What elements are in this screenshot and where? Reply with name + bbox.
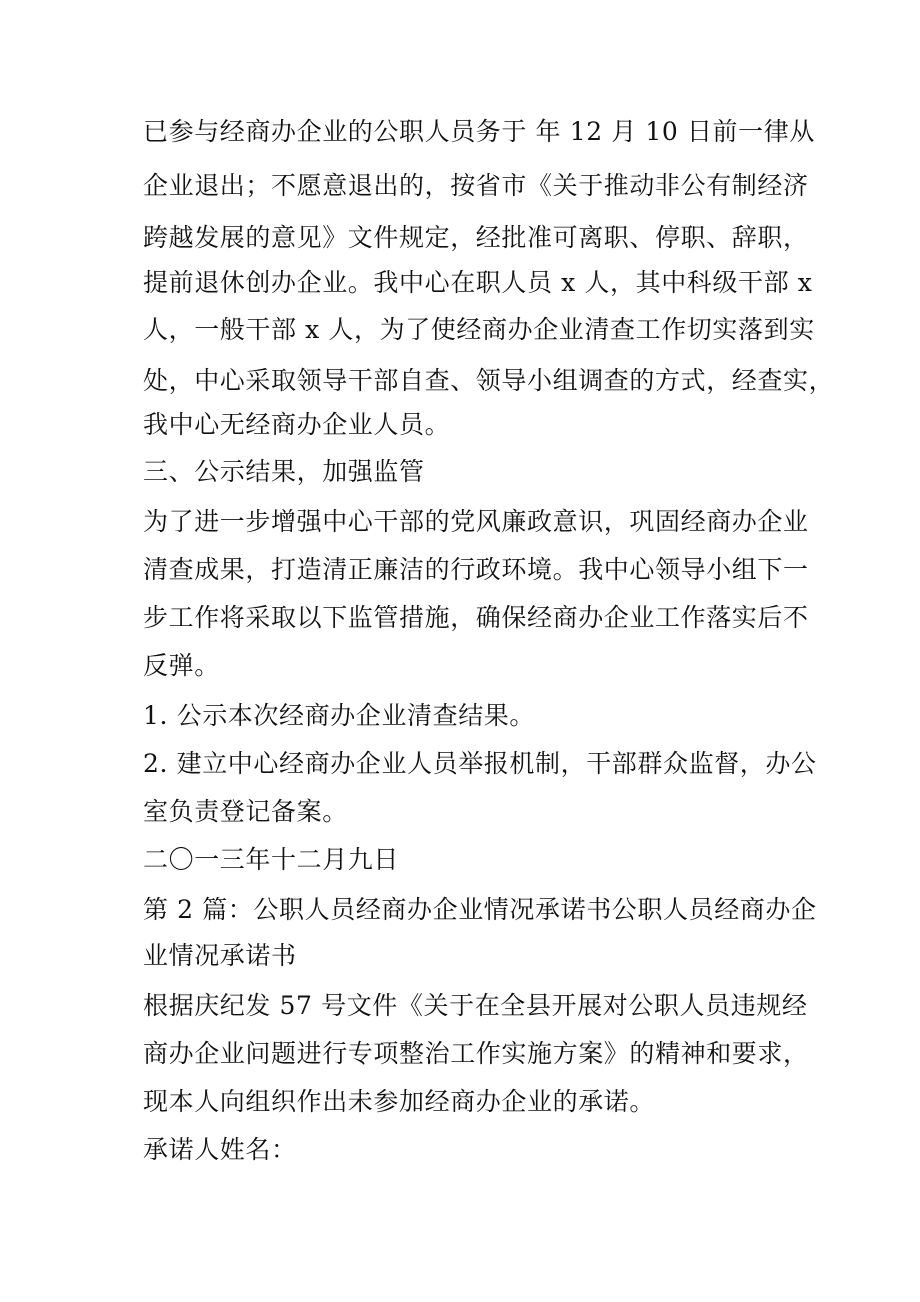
text-line: 我中心无经商办企业人员。 [143,410,451,439]
text-line: 人，一般干部 x 人，为了使经商办企业清查工作切实落到实 [143,315,815,344]
text-line: 跨越发展的意见》文件规定，经批准可离职、停职、辞职， [143,223,809,252]
text-line: 为了进一步增强中心干部的党风廉政意识，巩固经商办企业 [143,507,809,536]
text-line: 已参与经商办企业的公职人员务于 年 12 月 10 日前一律从 [143,117,815,146]
text-line: 提前退休创办企业。我中心在职人员 x 人，其中科级干部 x [143,268,813,297]
section-heading: 三、公示结果，加强监管 [143,457,425,486]
article-title: 业情况承诺书 [143,941,297,970]
text-line: 企业退出；不愿意退出的，按省市《关于推动非公有制经济 [143,171,809,200]
text-line: 根据庆纪发 57 号文件《关于在全县开展对公职人员违规经 [143,991,808,1020]
article-title: 第 2 篇：公职人员经商办企业情况承诺书公职人员经商办企 [143,895,817,924]
signature-label: 承诺人姓名： [143,1135,297,1164]
text-line: 现本人向组织作出未参加经商办企业的承诺。 [143,1087,656,1116]
text-line: 反弹。 [143,651,220,680]
list-item: 1. 公示本次经商办企业清查结果。 [143,701,536,730]
list-item: 2. 建立中心经商办企业人员举报机制，干部群众监督，办公 [143,749,817,778]
text-line: 步工作将采取以下监管措施，确保经商办企业工作落实后不 [143,603,809,632]
text-line: 处，中心采取领导干部自查、领导小组调查的方式，经查实， [143,366,835,395]
text-line: 商办企业问题进行专项整治工作实施方案》的精神和要求， [143,1039,809,1068]
text-line: 室负责登记备案。 [143,797,348,826]
text-line: 清查成果，打造清正廉洁的行政环境。我中心领导小组下一 [143,555,809,584]
date-line: 二〇一三年十二月九日 [143,845,400,874]
